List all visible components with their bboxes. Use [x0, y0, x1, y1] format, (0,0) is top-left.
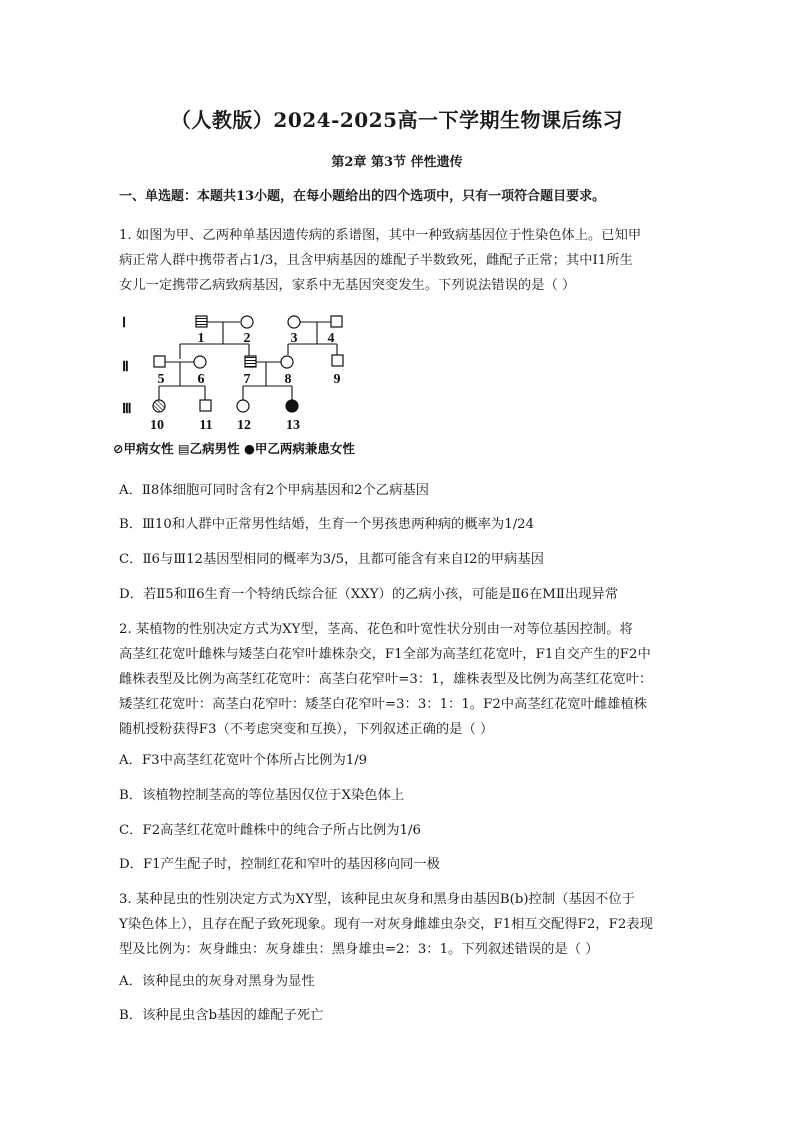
- option-2d: D．F1产生配子时，控制红花和窄叶的基因移向同一极: [119, 857, 440, 872]
- individual-II6-female: [194, 356, 206, 368]
- question-line: 女儿一定携带乙病致病基因，家系中无基因突变发生。下列说法错误的是（ ）: [119, 278, 576, 293]
- question-line: 病正常人群中携带者占1/3，且含甲病基因的雄配子半数致死，雌配子正常；其中Ⅰ1所生: [119, 253, 633, 268]
- individual-III11-male: [200, 400, 211, 411]
- option-2a: A．F3中高茎红花宽叶个体所占比例为1/9: [119, 753, 368, 768]
- individual-III10-affected-female: [153, 400, 165, 412]
- option-1d: D．若Ⅱ5和Ⅱ6生育一个特纳氏综合征（XXY）的乙病小孩，可能是Ⅱ6在MⅡ出现异常: [119, 587, 619, 602]
- generation-label: Ⅰ: [122, 316, 127, 331]
- individual-II8-female: [281, 356, 293, 368]
- individual-number: 7: [243, 372, 251, 387]
- individual-II5-male: [154, 356, 165, 367]
- document-subtitle: 第2章 第3节 伴性遗传: [331, 155, 463, 170]
- individual-number: 1: [197, 331, 205, 346]
- question-line: 高茎红花宽叶雌株与矮茎白花窄叶雄株杂交，F1全部为高茎红花宽叶，F1自交产生的F2中: [119, 647, 651, 662]
- individual-number: 5: [157, 372, 165, 387]
- section-heading: 一、单选题：本题共13小题，在每小题给出的四个选项中，只有一项符合题目要求。: [119, 189, 606, 204]
- individual-number: 11: [199, 418, 213, 433]
- question-line: 1. 如图为甲、乙两种单基因遗传病的系谱图，其中一种致病基因位于性染色体上。已知甲: [119, 228, 642, 243]
- question-line: 3. 某种昆虫的性别决定方式为XY型，该种昆虫灰身和黑身由基因B(b)控制（基因不位于: [119, 892, 635, 907]
- individual-number: 10: [150, 418, 164, 433]
- option-1c: C．Ⅱ6与Ⅲ12基因型相同的概率为3/5，且都可能含有来自Ⅰ2的甲病基因: [119, 552, 544, 567]
- option-2b: B．该植物控制茎高的等位基因仅位于X染色体上: [119, 788, 405, 803]
- individual-number: 4: [327, 331, 335, 346]
- option-2c: C．F2高茎红花宽叶雌株中的纯合子所占比例为1/6: [119, 823, 421, 838]
- question-line: 2. 某植物的性别决定方式为XY型，茎高、花色和叶宽性状分别由一对等位基因控制。将: [119, 622, 633, 637]
- question-line: Y染色体上），且存在配子致死现象。现有一对灰身雌雄虫杂交，F1相互交配得F2，F2表现: [119, 917, 653, 932]
- question-line: 雌株表型及比例为高茎红花宽叶：高茎白花窄叶=3：1，雄株表型及比例为高茎红花宽叶：: [119, 672, 653, 687]
- question-3-stem: [119, 887, 681, 962]
- generation-label: Ⅱ: [122, 360, 129, 375]
- individual-number: 9: [333, 372, 341, 387]
- pedigree-legend: ⊘甲病女性 ▤乙病男性 ●甲乙两病兼患女性: [113, 441, 355, 456]
- individual-number: 3: [290, 331, 298, 346]
- individual-I4-male: [331, 316, 342, 327]
- question-1-stem: [119, 223, 681, 298]
- individual-I2-female: [241, 316, 253, 328]
- option-1a: A．Ⅱ8体细胞可同时含有2个甲病基因和2个乙病基因: [119, 483, 429, 498]
- individual-number: 12: [237, 418, 251, 433]
- individual-number: 6: [197, 372, 205, 387]
- individual-number: 13: [286, 418, 300, 433]
- question-line: 型及比例为：灰身雌虫：灰身雄虫：黑身雄虫=2：3：1。下列叙述错误的是（ ）: [119, 942, 599, 957]
- individual-I3-female: [288, 316, 300, 328]
- pedigree-chart: [108, 305, 428, 465]
- question-line: 矮茎红花宽叶：高茎白花窄叶：矮茎白花窄叶=3：3：1：1。F2中高茎红花宽叶雌雄植株: [119, 697, 648, 712]
- individual-number: 2: [243, 331, 251, 346]
- individual-number: 8: [284, 372, 292, 387]
- document-title: （人教版）2024-2025高一下学期生物课后练习: [170, 108, 624, 132]
- individual-I1-affected-male: [196, 316, 207, 327]
- option-1b: B．Ⅲ10和人群中正常男性结婚，生育一个男孩患两种病的概率为1/24: [119, 517, 535, 532]
- question-2-stem: [119, 617, 681, 742]
- generation-label: Ⅲ: [122, 402, 132, 417]
- individual-II7-affected-male: [245, 356, 256, 367]
- question-line: 随机授粉获得F3（不考虑突变和互换），下列叙述正确的是（ ）: [119, 722, 494, 737]
- individual-III12-female: [237, 400, 249, 412]
- option-3a: A．该种昆虫的灰身对黑身为显性: [119, 974, 315, 989]
- option-3b: B．该种昆虫含b基因的雄配子死亡: [119, 1008, 324, 1023]
- individual-II9-male: [332, 355, 343, 366]
- individual-III13-affected-female: [286, 400, 298, 412]
